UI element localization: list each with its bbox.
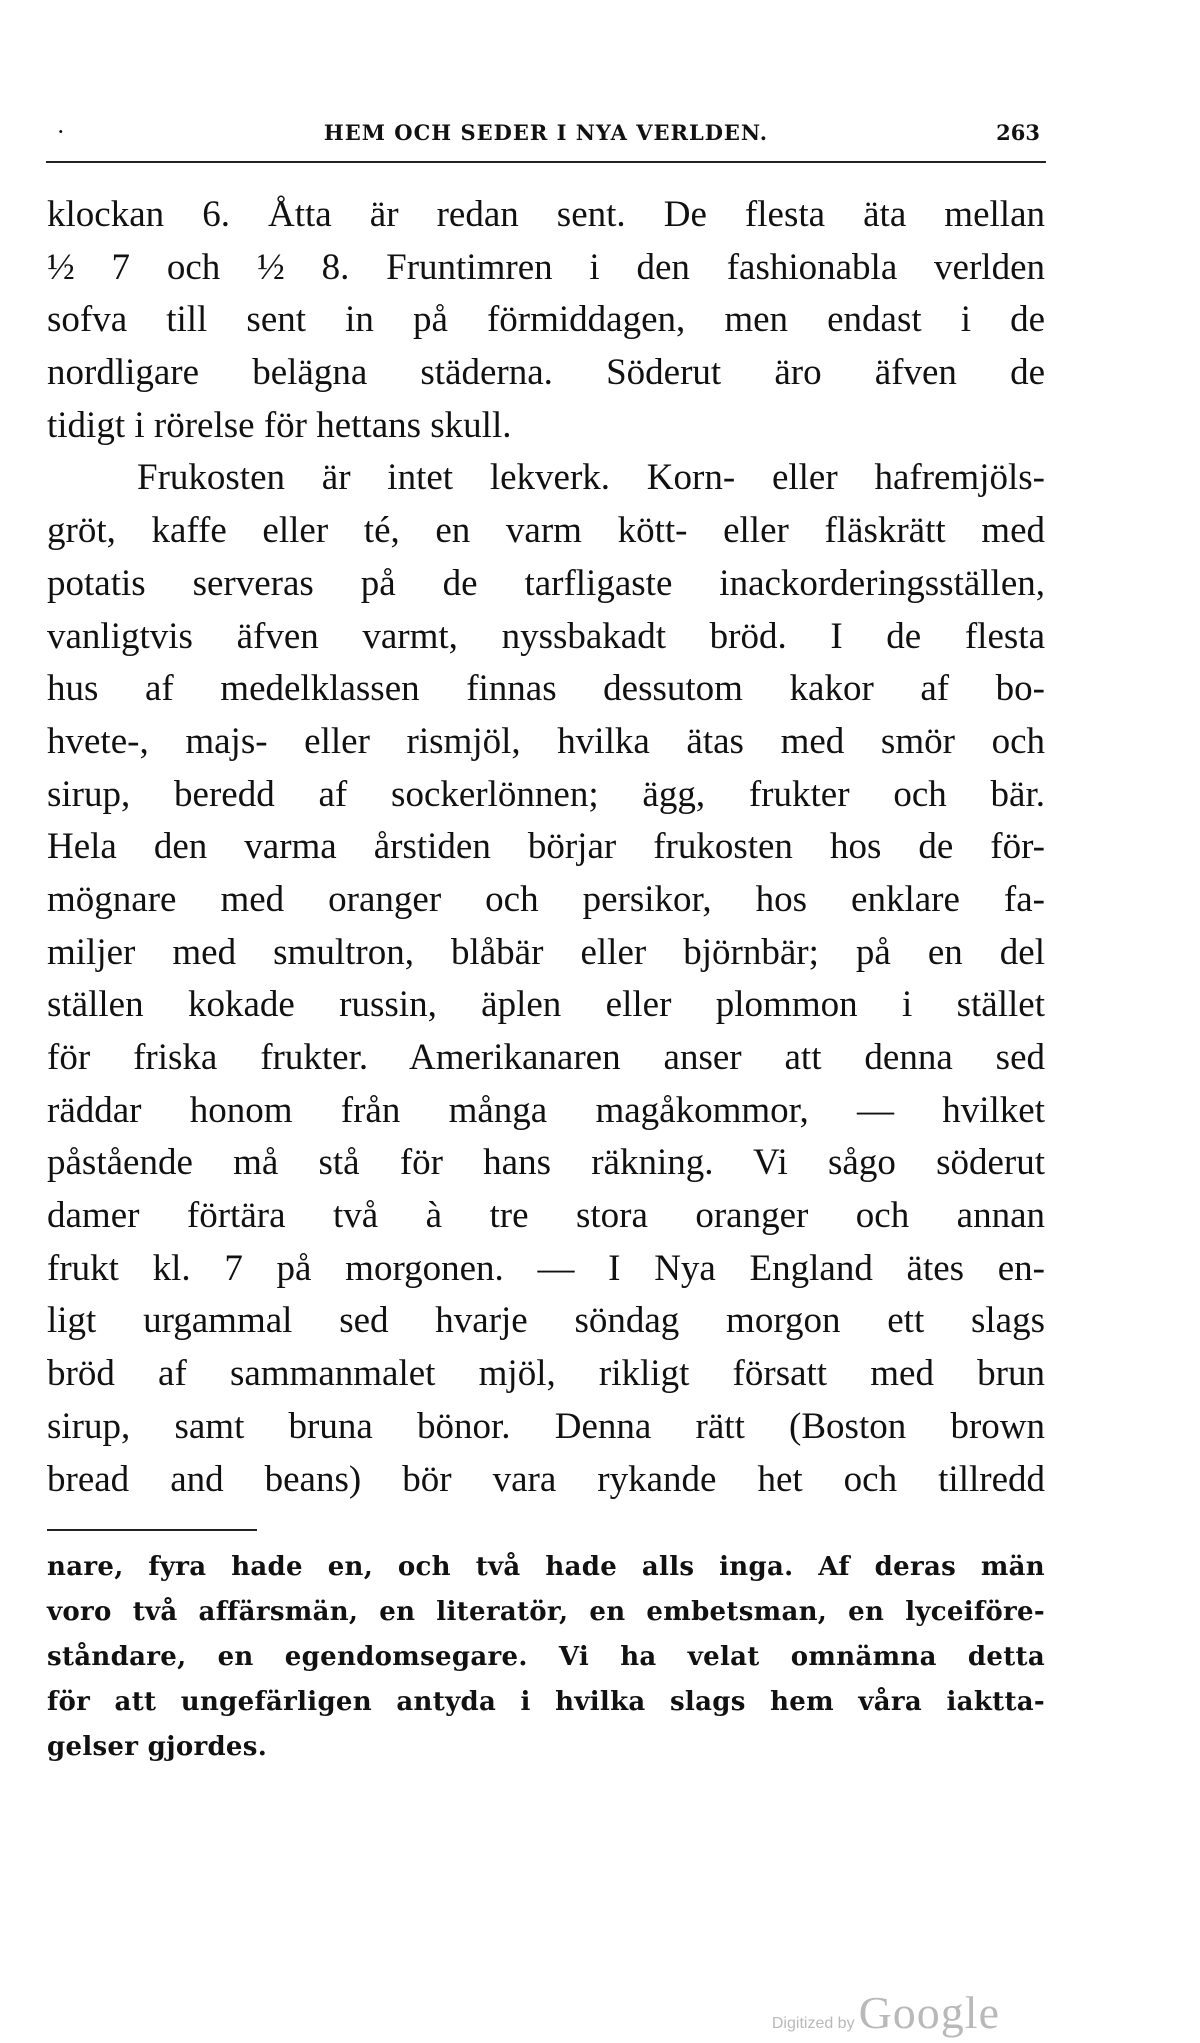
text-line: vanligtvis äfven varmt, nyssbakadt bröd. I de flesta [47,615,1045,657]
text-line: sirup, beredd af sockerlönnen; ägg, frukter och bär. [47,773,1045,815]
footnote-line: för att ungefärligen antyda i hvilka slags hem våra iaktta- [47,1687,1045,1717]
text-line: sofva till sent in på förmiddagen, men endast i de [47,299,1045,341]
footnote-line: ståndare, en egendomsegare. Vi ha velat omnämna detta [47,1642,1045,1672]
page-number: 263 [996,120,1040,145]
text-line: för friska frukter. Amerikanaren anser att denna sed [47,1037,1045,1078]
text-line: ligt urgammal sed hvarje söndag morgon ett slags [47,1300,1045,1342]
text-line: hus af medelklassen finnas dessutom kakor af bo- [47,668,1045,710]
text-line: mögnare med oranger och persikor, hos enklare fa- [47,878,1045,920]
digitized-watermark [772,1986,1000,2039]
text-line: Frukosten är intet lekverk. Korn- eller hafremjöls- [137,457,1045,499]
text-line: potatis serveras på de tarfligaste inackorderingsställen, [47,562,1045,604]
google-logo: Google [858,1987,1000,2038]
text-line: bröd af sammanmalet mjöl, rikligt försatt med brun [47,1353,1045,1395]
footnote-rule [47,1529,257,1531]
text-line: sirup, samt bruna bönor. Denna rätt (Boston brown [47,1405,1045,1447]
text-line: räddar honom från många magåkommor, — hvilket [47,1089,1045,1131]
text-line: gröt, kaffe eller té, en varm kött- eller fläskrätt med [47,510,1045,552]
running-title: HEM OCH SEDER I NYA VERLDEN. [323,120,769,145]
text-line: miljer med smultron, blåbär eller björnbär; på en del [47,931,1045,973]
text-line: tidigt i rörelse för hettans skull. [47,404,512,446]
text-line: ½ 7 och ½ 8. Fruntimren i den fashionabla verlden [47,246,1045,288]
header-rule [46,161,1046,163]
text-line: påstående må stå för hans räkning. Vi sågo söderut [47,1142,1045,1184]
text-line: bread and beans) bör vara rykande het och tillredd [47,1458,1045,1500]
text-line: nordligare belägna städerna. Söderut äro äfven de [47,352,1045,394]
running-head [46,116,1046,150]
text-line: ställen kokade russin, äplen eller plommon i stället [47,984,1045,1026]
text-line: damer förtära två à tre stora oranger och annan [47,1195,1045,1237]
watermark-prefix: Digitized by [771,2015,855,2032]
header-dot: · [58,122,64,141]
body-text [47,189,1045,1506]
text-line: klockan 6. Åtta är redan sent. De flesta äta mellan [47,194,1045,235]
text-line: Hela den varma årstiden börjar frukosten hos de för- [47,826,1045,868]
footnote-text [47,1545,1045,1770]
text-line: frukt kl. 7 på morgonen. — I Nya England ätes en- [47,1247,1045,1289]
footnote-line: nare, fyra hade en, och två hade alls inga. Af deras män [47,1552,1045,1582]
footnote-line: gelser gjordes. [47,1732,268,1762]
text-line: hvete-, majs- eller rismjöl, hvilka ätas med smör och [47,720,1045,762]
footnote-line: voro två affärsmän, en literatör, en embetsman, en lyceiföre- [47,1597,1045,1627]
